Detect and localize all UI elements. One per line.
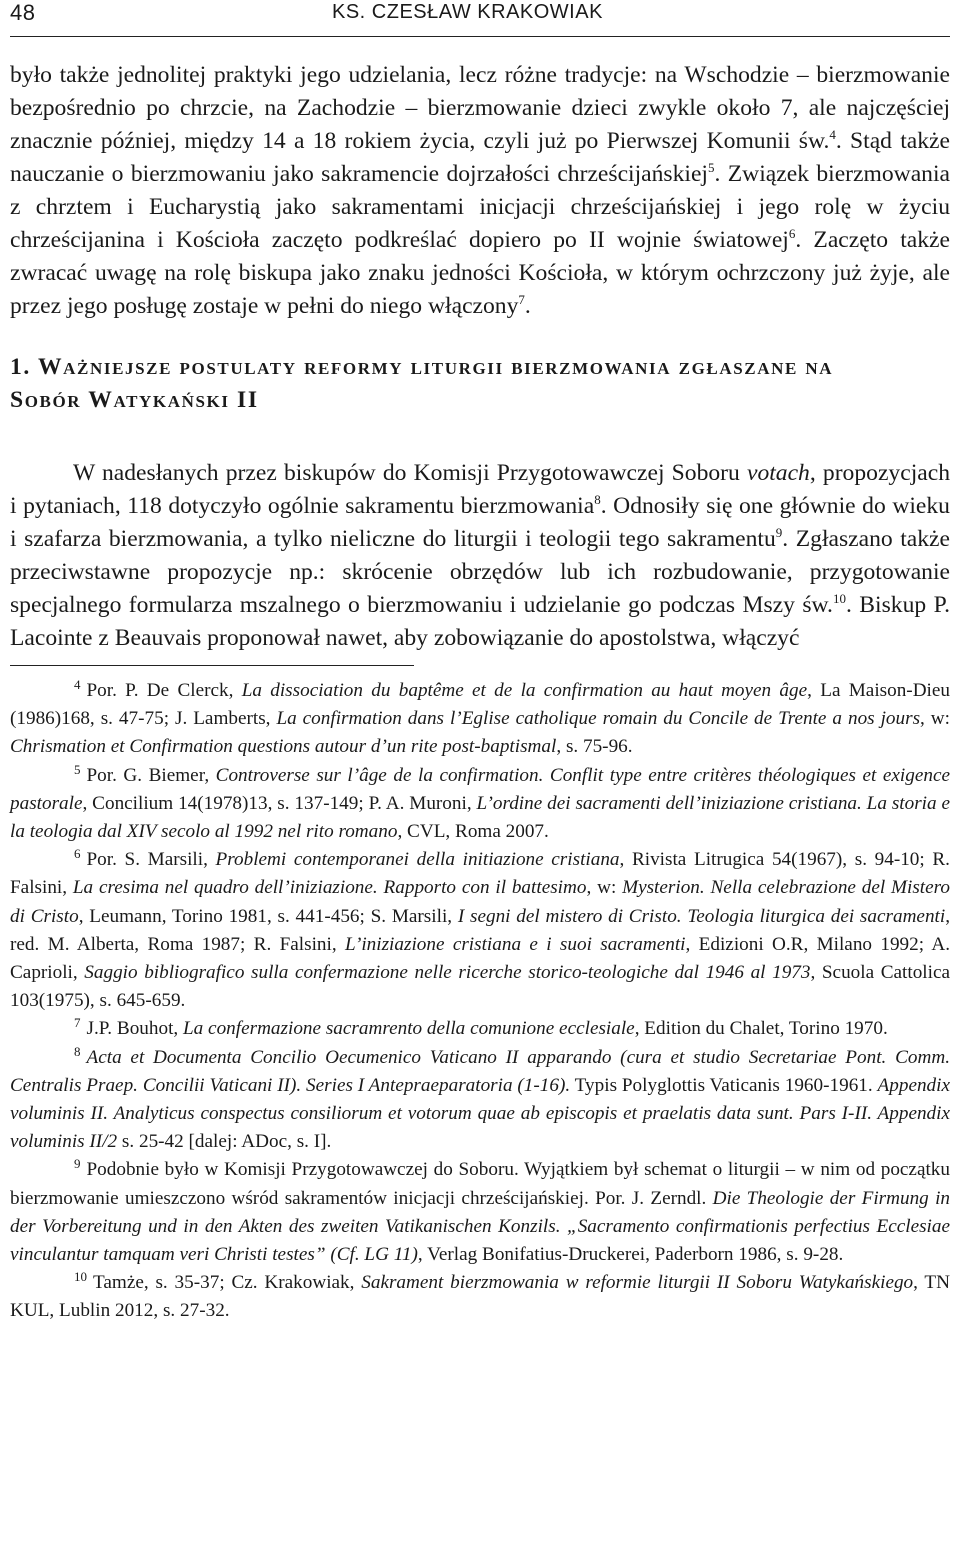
text-span: , red. M. Alberta, Roma 1987; R. Falsini, (10, 905, 950, 955)
footnote-5 (10, 762, 950, 847)
italic-span: L’iniziazione cristiana e i suoi sacramenti (344, 933, 686, 955)
text-span: było także jednolitej praktyki jego udzielania, lecz różne tradycje: na Wschodzie – bierzmowanie bezpośrednio po chrzcie, na Zachodzie – bierzmowanie dzieci zwykle około 7, ale najczęściej znacznie później, między 14 a 18 rokiem życia, czyli już po Pierwszej Komunii św. (10, 62, 950, 154)
text-span: , Concilium 14(1978)13, s. 137-149; P. A. Muroni, (82, 792, 477, 814)
text-span: . Biskup P. Lacointe z Beauvais proponował nawet, aby zobowiązanie do apostolstwa, włączyć (10, 592, 951, 651)
footnote-10 (10, 1269, 950, 1325)
text-span: . Odnosiły się one głównie do wieku i szafarza bierzmowania, a tylko nieliczne do liturgii i teologii tego sakramentu (10, 493, 950, 552)
footnote-ref: 6 (788, 226, 796, 241)
text-span: , propozycjach i pytaniach, 118 dotyczyło ogólnie sakramentu bierzmowania (10, 460, 950, 519)
section-heading-line-1: 1. Ważniejsze postulaty reformy liturgii bierzmowania zgłaszane na (10, 354, 834, 380)
footnotes (10, 677, 950, 1326)
main-text (10, 59, 950, 655)
italic-span: La cresima nel quadro dell’iniziazione. Rapporto con il battesimo (72, 877, 587, 899)
italic-span: Problemi contemporanei della initiazione cristiana (215, 849, 620, 871)
italic-span: Saggio bibliografico sulla confermazione nelle ricerche storico-teologiche dal 1946 al 1973 (84, 962, 811, 984)
paragraph-2 (10, 457, 950, 655)
footnote-number: 7 (74, 1015, 81, 1031)
paragraph-1 (10, 59, 950, 323)
text-span: , Scuola Cattolica 103(1975), s. 645-659. (10, 962, 950, 1012)
text-span: , Rivista Litrugica 54(1967), s. 94-10; R. Falsini, (10, 849, 950, 899)
text-span: Por. P. De Clerck, (86, 680, 242, 701)
text-span: J.P. Bouhot, (86, 1018, 183, 1040)
italic-span: Controverse sur l’âge de la confirmation. Conflit type entre critères théologiques et exigence pastorale (10, 764, 950, 814)
footnote-ref: 9 (775, 525, 783, 540)
text-span: . Zgłaszano także przeciwstawne propozycje np.: skrócenie obrzędów lub ich rozbudowanie, przygotowanie specjalnego formularza mszalnego o bierzmowaniu i udzielanie go podczas Mszy św. (10, 526, 950, 618)
running-head: KS. CZESŁAW KRAKOWIAK (332, 1, 603, 23)
page-header (10, 0, 950, 37)
footnote-ref: 10 (832, 591, 846, 606)
document-page (10, 0, 950, 1326)
italic-span: Chrismation et Confirmation questions autour d’un rite post-baptismal (10, 736, 557, 758)
text-span: . (524, 293, 531, 319)
italic-span: La confermazione sacramrento della comunione ecclesiale (183, 1018, 635, 1040)
text-span: , s. 75-96. (556, 736, 633, 758)
italic-span: La dissociation du baptême et de la confirmation au haut moyen âge (241, 680, 808, 701)
footnote-number: 4 (74, 677, 81, 692)
text-span: , Leumann, Torino 1981, s. 441-456; S. Marsili, (78, 905, 458, 927)
footnote-number: 5 (74, 761, 81, 777)
text-span: , w: (586, 877, 623, 899)
text-span: Tamże, s. 35-37; Cz. Krakowiak, (93, 1272, 362, 1294)
text-span: . Stąd także nauczanie o bierzmowaniu jako sakramencie dojrzałości chrześcijańskiej (10, 128, 950, 187)
text-span: , w: (920, 708, 950, 730)
text-span: W nadesłanych przez biskupów do Komisji Przygotowawczej Soboru (73, 460, 747, 486)
footnote-number: 10 (74, 1269, 87, 1285)
section-heading (10, 351, 950, 417)
footnote-number: 8 (74, 1043, 81, 1059)
footnote-9 (10, 1156, 950, 1269)
italic-span: Die Theologie der Firmung in der Vorbereitung und in den Akten des zweiten Vatikanischen Konzils. „Sacramento confirmationis perfectius Ecclesiae vinculantur tamquam veri Christi testes” (Cf. LG 11) (10, 1187, 950, 1266)
footnote-ref: 4 (829, 127, 836, 142)
footnote-ref: 7 (518, 292, 525, 307)
text-span: Por. S. Marsili, (86, 849, 216, 871)
italic-span: Mysterion. Nella celebrazione del Mistero di Cristo (10, 877, 950, 927)
text-span: . Związek bierzmowania z chrztem i Eucharystią jako sakramentami inicjacji chrześcijańskiej i jego rolę w życiu chrześcijanina i Kościoła zaczęto podkreślać dopiero po II wojnie światowej (10, 161, 950, 253)
italic-span: Sakrament bierzmowania w reformie liturgii II Soboru Watykańskiego (361, 1272, 914, 1294)
text-span: Por. G. Biemer, (86, 764, 216, 786)
footnote-8 (10, 1044, 950, 1157)
footnote-number: 9 (74, 1156, 81, 1172)
footnote-6 (10, 846, 950, 1015)
italic-span: Appendix voluminis II. Analyticus conspectus consiliorum et votorum quae ab episcopis et praelatis data sunt. Pars I-II. Appendix voluminis II/2 (10, 1074, 950, 1153)
text-span: , Edition du Chalet, Torino 1970. (634, 1018, 888, 1040)
text-span: . Zaczęto także zwracać uwagę na rolę biskupa jako znaku jedności Kościoła, w którym ochrzczony już żyje, ale przez jego posługę zostaje w pełni do niego włączony (10, 227, 950, 319)
text-span: Typis Polyglottis Vaticanis 1960-1961. (570, 1074, 878, 1096)
italic-span: L’ordine dei sacramenti dell’iniziazione cristiana. La storia e la teologia dal XIV secolo al 1992 nel rito romano (10, 792, 950, 843)
footnote-ref: 8 (594, 492, 601, 507)
text-span: , TN KUL, Lublin 2012, s. 27-32. (10, 1272, 951, 1322)
text-span: , La Maison-Dieu (1986)168, s. 47-75; J. Lamberts, (10, 680, 950, 730)
spacer (10, 417, 950, 457)
italic-span: I segni del mistero di Cristo. Teologia liturgica dei sacramenti (457, 905, 946, 927)
footnote-ref: 5 (708, 160, 715, 175)
italic-span: Acta et Documenta Concilio Oecumenico Vaticano II apparando (cura et studio Secretariae Pont. Comm. Centralis Praep. Concilii Vaticani II). Series I Antepraeparatoria (1-16). (10, 1046, 950, 1096)
footnote-number: 6 (74, 846, 81, 862)
text-span: , CVL, Roma 2007. (397, 821, 549, 843)
page-number: 48 (10, 0, 36, 25)
text-span: Podobnie było w Komisji Przygotowawczej do Soboru. Wyjątkiem był schemat o liturgii – w nim od początku bierzmowanie umieszczono wśród sakramentów inicjacji chrześcijańskiej. Por. J. Zerndl. (10, 1159, 950, 1209)
text-span: s. 25-42 [dalej: ADoc, s. I]. (117, 1131, 332, 1153)
section-heading-line-2: Sobór Watykański II (10, 387, 259, 413)
footnote-separator (10, 665, 414, 666)
text-span: , Verlag Bonifatius-Druckerei, Paderborn 1986, s. 9-28. (417, 1244, 844, 1266)
italic-span: La confirmation dans l’Eglise catholique romain du Concile de Trente a nos jours (276, 708, 921, 730)
text-span: , Edizioni O.R, Milano 1992; A. Caprioli, (10, 933, 950, 984)
italic-span: votach (746, 460, 810, 486)
footnote-4 (10, 677, 950, 762)
footnote-7 (10, 1015, 950, 1043)
